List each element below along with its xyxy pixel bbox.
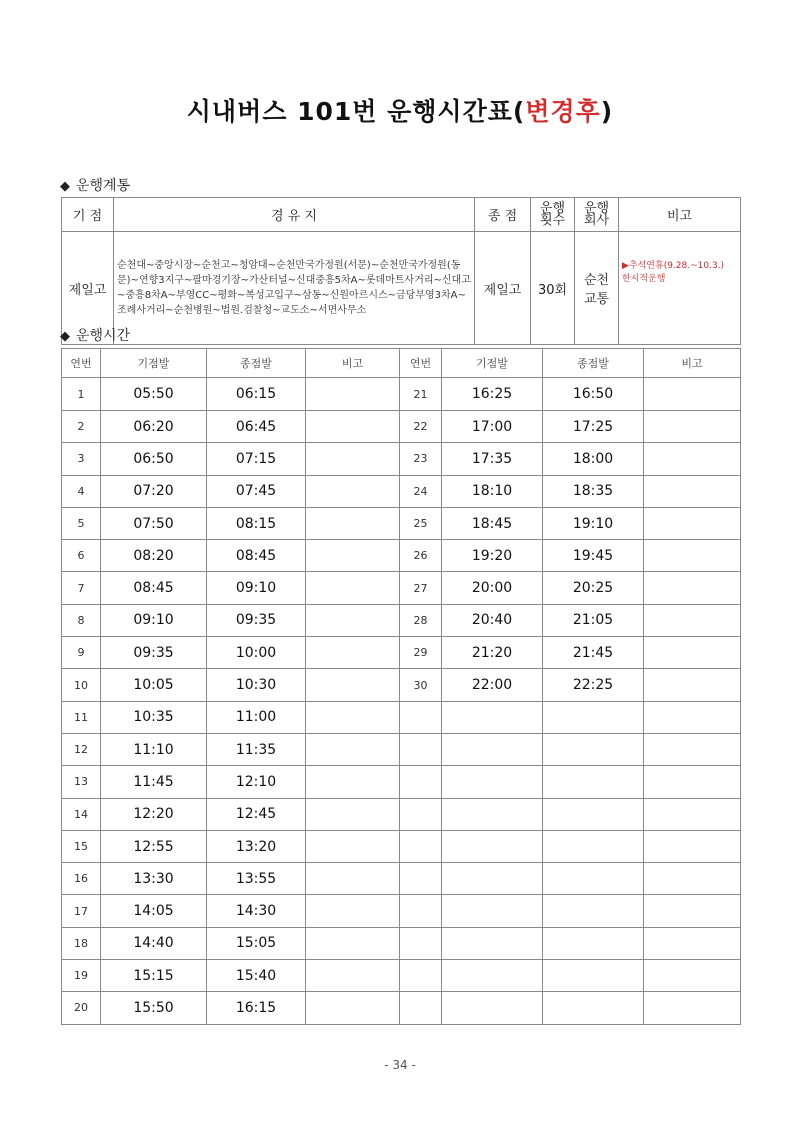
row-depart-left: 11:10 bbox=[101, 733, 207, 765]
table-row bbox=[62, 411, 741, 443]
row-no-left: 13 bbox=[62, 766, 101, 798]
row-note-right bbox=[644, 733, 741, 765]
route-note-line1: ▶추석연휴(9.28.~10.3.) bbox=[622, 261, 725, 271]
table-row bbox=[62, 475, 741, 507]
row-arrive-left: 07:15 bbox=[207, 443, 306, 475]
row-arrive-left: 08:45 bbox=[207, 540, 306, 572]
table-row bbox=[62, 830, 741, 862]
row-arrive-right: 17:25 bbox=[543, 411, 644, 443]
row-depart-right bbox=[442, 798, 543, 830]
row-note-left bbox=[306, 507, 400, 539]
row-no-left: 9 bbox=[62, 637, 101, 669]
row-note-left bbox=[306, 378, 400, 411]
diamond-bullet-icon: ◆ bbox=[60, 179, 70, 194]
row-no-left: 11 bbox=[62, 701, 101, 733]
row-arrive-right bbox=[543, 766, 644, 798]
route-company-line1: 순천 bbox=[583, 273, 610, 288]
row-no-left: 2 bbox=[62, 411, 101, 443]
row-depart-right: 20:40 bbox=[442, 604, 543, 636]
row-no-right: 26 bbox=[400, 540, 442, 572]
row-note-left bbox=[306, 475, 400, 507]
row-arrive-left: 13:20 bbox=[207, 830, 306, 862]
route-company-line2: 교통 bbox=[583, 292, 610, 307]
row-note-left bbox=[306, 766, 400, 798]
route-runs-cell: 30회 bbox=[531, 232, 575, 345]
row-arrive-right: 16:50 bbox=[543, 378, 644, 411]
row-depart-left: 14:05 bbox=[101, 895, 207, 927]
row-no-right: 24 bbox=[400, 475, 442, 507]
row-depart-right bbox=[442, 733, 543, 765]
row-note-right bbox=[644, 443, 741, 475]
route-data-row bbox=[62, 232, 741, 345]
row-no-right bbox=[400, 863, 442, 895]
row-note-right bbox=[644, 798, 741, 830]
page-title bbox=[0, 92, 800, 128]
row-depart-right bbox=[442, 766, 543, 798]
title-paren-close: ) bbox=[600, 97, 614, 126]
row-no-left: 4 bbox=[62, 475, 101, 507]
row-note-right bbox=[644, 604, 741, 636]
row-depart-left: 10:05 bbox=[101, 669, 207, 701]
route-header-end: 종 점 bbox=[475, 198, 531, 232]
table-row bbox=[62, 733, 741, 765]
header-note-left: 비고 bbox=[306, 349, 400, 378]
table-row bbox=[62, 992, 741, 1024]
row-arrive-left: 12:10 bbox=[207, 766, 306, 798]
row-depart-right bbox=[442, 927, 543, 959]
row-arrive-left: 15:40 bbox=[207, 960, 306, 992]
row-arrive-left: 06:45 bbox=[207, 411, 306, 443]
row-arrive-right bbox=[543, 701, 644, 733]
row-note-left bbox=[306, 572, 400, 604]
row-note-right bbox=[644, 863, 741, 895]
row-arrive-right: 20:25 bbox=[543, 572, 644, 604]
row-no-left: 5 bbox=[62, 507, 101, 539]
route-header-note: 비고 bbox=[619, 198, 741, 232]
row-depart-left: 05:50 bbox=[101, 378, 207, 411]
table-row bbox=[62, 766, 741, 798]
row-arrive-right: 21:45 bbox=[543, 637, 644, 669]
table-row bbox=[62, 701, 741, 733]
row-note-right bbox=[644, 960, 741, 992]
row-no-left: 20 bbox=[62, 992, 101, 1024]
row-no-right bbox=[400, 830, 442, 862]
route-company-cell bbox=[575, 232, 619, 345]
row-arrive-right bbox=[543, 733, 644, 765]
row-depart-right bbox=[442, 895, 543, 927]
row-no-right: 22 bbox=[400, 411, 442, 443]
table-row bbox=[62, 540, 741, 572]
row-note-right bbox=[644, 669, 741, 701]
row-depart-left: 15:15 bbox=[101, 960, 207, 992]
row-depart-left: 13:30 bbox=[101, 863, 207, 895]
row-no-right bbox=[400, 733, 442, 765]
table-row bbox=[62, 960, 741, 992]
row-depart-left: 11:45 bbox=[101, 766, 207, 798]
row-no-right: 30 bbox=[400, 669, 442, 701]
row-note-right bbox=[644, 895, 741, 927]
row-no-right bbox=[400, 960, 442, 992]
row-no-left: 14 bbox=[62, 798, 101, 830]
row-arrive-left: 13:55 bbox=[207, 863, 306, 895]
row-no-right bbox=[400, 927, 442, 959]
row-arrive-left: 10:00 bbox=[207, 637, 306, 669]
row-arrive-right bbox=[543, 960, 644, 992]
route-section-label: 운행계통 bbox=[76, 178, 131, 194]
row-depart-right: 21:20 bbox=[442, 637, 543, 669]
row-no-left: 16 bbox=[62, 863, 101, 895]
diamond-bullet-icon: ◆ bbox=[60, 329, 70, 344]
row-arrive-right: 18:35 bbox=[543, 475, 644, 507]
row-no-left: 12 bbox=[62, 733, 101, 765]
row-arrive-right bbox=[543, 830, 644, 862]
row-arrive-left: 14:30 bbox=[207, 895, 306, 927]
row-depart-right: 22:00 bbox=[442, 669, 543, 701]
header-arrive-left: 종점발 bbox=[207, 349, 306, 378]
route-header-runs-line2: 횟수 bbox=[539, 212, 566, 228]
row-arrive-right: 22:25 bbox=[543, 669, 644, 701]
row-note-right bbox=[644, 766, 741, 798]
row-no-left: 17 bbox=[62, 895, 101, 927]
table-row bbox=[62, 895, 741, 927]
route-header-company-line2: 회사 bbox=[583, 212, 610, 228]
row-note-left bbox=[306, 443, 400, 475]
row-depart-right: 20:00 bbox=[442, 572, 543, 604]
table-row bbox=[62, 798, 741, 830]
row-depart-right bbox=[442, 701, 543, 733]
route-table bbox=[61, 197, 741, 345]
row-note-right bbox=[644, 927, 741, 959]
row-note-left bbox=[306, 540, 400, 572]
title-paren-open: ( bbox=[512, 97, 526, 126]
row-depart-left: 09:35 bbox=[101, 637, 207, 669]
row-no-right: 27 bbox=[400, 572, 442, 604]
row-no-left: 3 bbox=[62, 443, 101, 475]
row-depart-left: 12:55 bbox=[101, 830, 207, 862]
row-note-right bbox=[644, 572, 741, 604]
schedule-table bbox=[61, 348, 741, 1025]
row-no-left: 19 bbox=[62, 960, 101, 992]
row-depart-left: 10:35 bbox=[101, 701, 207, 733]
row-note-left bbox=[306, 960, 400, 992]
route-note-line2: 한시적운행 bbox=[622, 274, 666, 284]
row-no-left: 15 bbox=[62, 830, 101, 862]
row-arrive-right: 19:10 bbox=[543, 507, 644, 539]
row-note-left bbox=[306, 411, 400, 443]
row-depart-left: 15:50 bbox=[101, 992, 207, 1024]
row-arrive-right bbox=[543, 895, 644, 927]
row-note-right bbox=[644, 992, 741, 1024]
row-no-left: 18 bbox=[62, 927, 101, 959]
row-depart-right: 17:00 bbox=[442, 411, 543, 443]
title-highlight: 변경후 bbox=[525, 97, 601, 126]
route-header-runs bbox=[531, 198, 575, 232]
row-depart-left: 14:40 bbox=[101, 927, 207, 959]
route-note-cell bbox=[619, 232, 741, 345]
row-depart-left: 09:10 bbox=[101, 604, 207, 636]
row-note-right bbox=[644, 378, 741, 411]
row-depart-right bbox=[442, 960, 543, 992]
row-depart-right: 19:20 bbox=[442, 540, 543, 572]
row-depart-right: 18:10 bbox=[442, 475, 543, 507]
route-header-company-line1: 운행 bbox=[583, 200, 610, 216]
row-note-left bbox=[306, 637, 400, 669]
page-number: - 34 - bbox=[384, 1058, 416, 1072]
table-row bbox=[62, 378, 741, 411]
row-arrive-right: 21:05 bbox=[543, 604, 644, 636]
row-depart-right: 16:25 bbox=[442, 378, 543, 411]
route-header-row bbox=[62, 198, 741, 232]
route-header-via: 경 유 지 bbox=[114, 198, 475, 232]
row-no-right bbox=[400, 992, 442, 1024]
row-arrive-left: 11:00 bbox=[207, 701, 306, 733]
row-no-right bbox=[400, 895, 442, 927]
row-no-left: 1 bbox=[62, 378, 101, 411]
route-end-cell: 제일고 bbox=[475, 232, 531, 345]
row-no-left: 8 bbox=[62, 604, 101, 636]
header-no-right: 연번 bbox=[400, 349, 442, 378]
row-arrive-left: 07:45 bbox=[207, 475, 306, 507]
row-note-left bbox=[306, 927, 400, 959]
row-note-left bbox=[306, 830, 400, 862]
row-note-right bbox=[644, 411, 741, 443]
row-no-right bbox=[400, 701, 442, 733]
row-note-left bbox=[306, 798, 400, 830]
row-no-right bbox=[400, 798, 442, 830]
row-arrive-right bbox=[543, 992, 644, 1024]
row-no-right: 21 bbox=[400, 378, 442, 411]
row-arrive-left: 10:30 bbox=[207, 669, 306, 701]
header-depart-left: 기점발 bbox=[101, 349, 207, 378]
table-row bbox=[62, 604, 741, 636]
row-note-left bbox=[306, 863, 400, 895]
title-main: 시내버스 101번 운행시간표 bbox=[186, 97, 513, 126]
header-note-right: 비고 bbox=[644, 349, 741, 378]
row-arrive-right: 19:45 bbox=[543, 540, 644, 572]
row-arrive-right bbox=[543, 798, 644, 830]
row-note-left bbox=[306, 701, 400, 733]
schedule-body bbox=[62, 378, 741, 1025]
row-note-right bbox=[644, 475, 741, 507]
row-arrive-right bbox=[543, 863, 644, 895]
row-note-left bbox=[306, 604, 400, 636]
table-row bbox=[62, 927, 741, 959]
schedule-section-label: 운행시간 bbox=[76, 328, 131, 344]
row-depart-right bbox=[442, 830, 543, 862]
row-note-right bbox=[644, 637, 741, 669]
row-arrive-left: 12:45 bbox=[207, 798, 306, 830]
route-section-heading bbox=[60, 175, 130, 195]
row-depart-left: 08:45 bbox=[101, 572, 207, 604]
row-depart-left: 07:20 bbox=[101, 475, 207, 507]
route-start-cell: 제일고 bbox=[62, 232, 114, 345]
row-no-right: 28 bbox=[400, 604, 442, 636]
row-arrive-left: 16:15 bbox=[207, 992, 306, 1024]
row-depart-left: 06:50 bbox=[101, 443, 207, 475]
header-no-left: 연번 bbox=[62, 349, 101, 378]
route-header-runs-line1: 운행 bbox=[539, 200, 566, 216]
row-arrive-left: 15:05 bbox=[207, 927, 306, 959]
table-row bbox=[62, 669, 741, 701]
table-row bbox=[62, 637, 741, 669]
header-depart-right: 기점발 bbox=[442, 349, 543, 378]
row-no-right: 29 bbox=[400, 637, 442, 669]
row-depart-right bbox=[442, 992, 543, 1024]
row-depart-right: 18:45 bbox=[442, 507, 543, 539]
row-arrive-left: 11:35 bbox=[207, 733, 306, 765]
row-depart-left: 12:20 bbox=[101, 798, 207, 830]
row-no-left: 7 bbox=[62, 572, 101, 604]
row-no-right bbox=[400, 766, 442, 798]
row-note-left bbox=[306, 669, 400, 701]
row-arrive-left: 08:15 bbox=[207, 507, 306, 539]
schedule-header-row bbox=[62, 349, 741, 378]
row-no-left: 6 bbox=[62, 540, 101, 572]
row-depart-left: 07:50 bbox=[101, 507, 207, 539]
row-arrive-left: 09:10 bbox=[207, 572, 306, 604]
row-depart-right bbox=[442, 863, 543, 895]
row-no-right: 23 bbox=[400, 443, 442, 475]
table-row bbox=[62, 443, 741, 475]
row-note-right bbox=[644, 830, 741, 862]
schedule-section-heading bbox=[60, 325, 130, 345]
row-note-right bbox=[644, 507, 741, 539]
row-note-right bbox=[644, 540, 741, 572]
route-header-company bbox=[575, 198, 619, 232]
row-arrive-left: 09:35 bbox=[207, 604, 306, 636]
row-note-left bbox=[306, 733, 400, 765]
row-arrive-right: 18:00 bbox=[543, 443, 644, 475]
table-row bbox=[62, 863, 741, 895]
row-note-left bbox=[306, 992, 400, 1024]
route-header-start: 기 점 bbox=[62, 198, 114, 232]
row-depart-left: 06:20 bbox=[101, 411, 207, 443]
row-note-left bbox=[306, 895, 400, 927]
row-no-right: 25 bbox=[400, 507, 442, 539]
row-arrive-right bbox=[543, 927, 644, 959]
table-row bbox=[62, 572, 741, 604]
row-no-left: 10 bbox=[62, 669, 101, 701]
header-arrive-right: 종점발 bbox=[543, 349, 644, 378]
route-via-cell: 순천대~중앙시장~순천고~청암대~순천만국가정원(서문)~순천만국가정원(동문)~연향3지구~팔마경기장~가산터널~신대중흥5차A~롯데마트사거리~신대고~중흥8차A~부영CC~평화~복성고입구~삼동~신원아르시스~금당부영3차A~조례사거리~순천병원~법원.검찰청~교도소~서면사무소 bbox=[114, 232, 475, 345]
table-row bbox=[62, 507, 741, 539]
row-depart-left: 08:20 bbox=[101, 540, 207, 572]
row-depart-right: 17:35 bbox=[442, 443, 543, 475]
row-note-right bbox=[644, 701, 741, 733]
row-arrive-left: 06:15 bbox=[207, 378, 306, 411]
